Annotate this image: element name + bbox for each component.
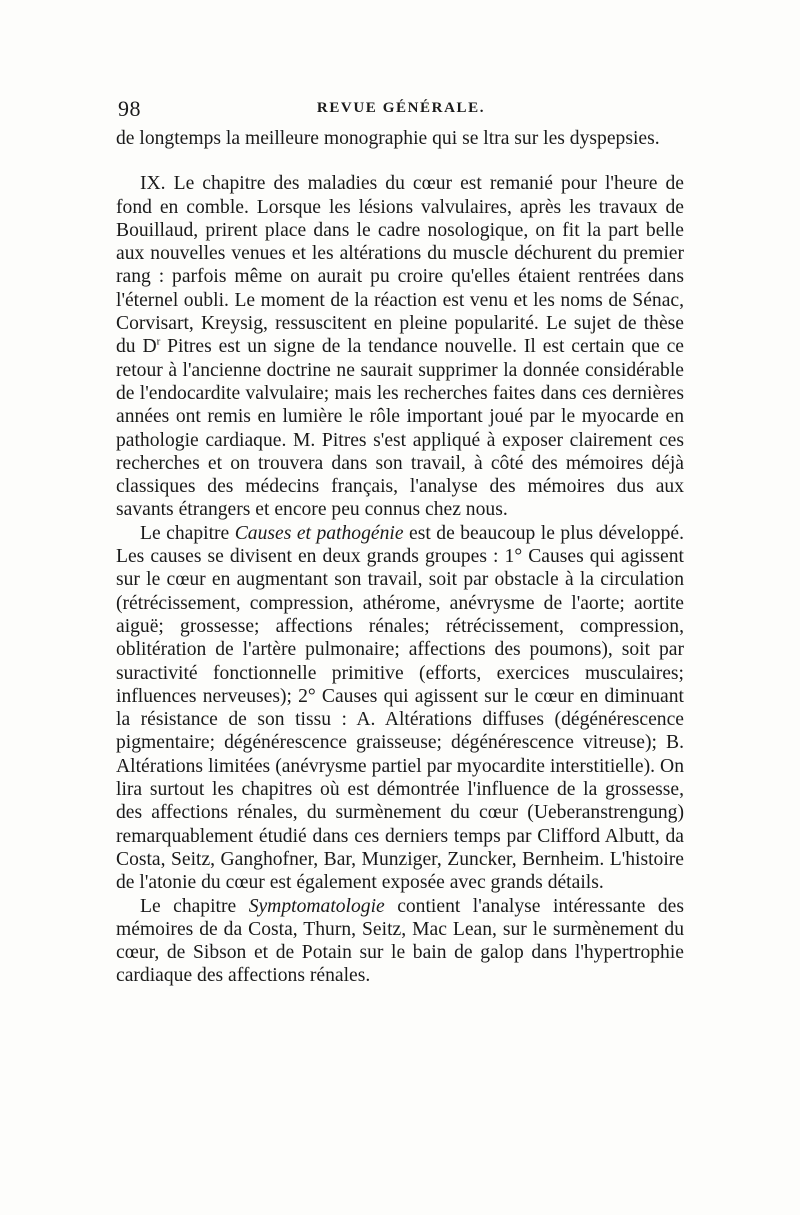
chapter-title-italic: Symptomatologie [248, 895, 385, 917]
paragraph-continuation: de longtemps la meilleure monographie qui se ltra sur les dyspepsies. [116, 128, 660, 149]
page-number: 98 [118, 96, 141, 121]
paragraph-text: IX. Le chapitre des maladies du cœur est remanié pour l'heure de fond en comble. Lorsque les lésions valvulaires, après les travaux de Bouillaud, prirent place dans le cadre nosologique, on fit la part belle aux nouvelles venues et les altérations du muscle déchurent du premier rang : parfois même on aurait pu croire qu'elles étaient rentrées dans l'éternel oubli. Le moment de la réaction est venu et les noms de Sénac, Corvisart, Kreysig, ressuscitent en pleine popularité. Le sujet de thèse du D [116, 173, 684, 358]
paragraph-text: Le chapitre [140, 522, 235, 544]
paragraph-causes [116, 522, 684, 895]
body-text [116, 127, 684, 988]
chapter-title-italic: Causes et pathogénie [234, 522, 404, 544]
paragraph-text: est de beaucoup le plus développé. Les causes se divisent en deux grands groupes : 1° Causes qui agissent sur le cœur en augmentant son travail, soit par obstacle à la circulation (rétrécissement, compression, athérome, anévrysme de l'aorte; aortite aiguë; grossesse; affections rénales; rétrécissement, compression, oblitération de l'artère pulmonaire; affections des poumons), soit par suractivité fonctionnelle primitive (efforts, exercices musculaires; influences nerveuses); 2° Causes qui agissent sur le cœur en diminuant la résistance de son tissu : A. Altérations diffuses (dégénérescence pigmentaire; dégénérescence graisseuse; dégénérescence vitreuse); B. Altérations limitées (anévrysme partiel par myocardite interstitielle). On lira surtout les chapitres où est démontrée l'influence de la grossesse, des affections rénales, du surmènement du cœur (Ueberanstrengung) remarquablement étudié dans ces derniers temps par Clifford Albutt, da Costa, Seitz, Ganghofner, Bar, Munziger, Zuncker, Bernheim. L'histoire de l'atonie du cœur est également exposée avec grands détails. [116, 522, 684, 894]
running-head: REVUE GÉNÉRALE. [316, 100, 486, 116]
paragraph-symptomatologie [116, 895, 684, 988]
paragraph-section-ix [116, 172, 684, 521]
page-header [118, 96, 684, 126]
paragraph-text: contient l'analyse intéressante des mémoires de da Costa, Thurn, Seitz, Mac Lean, sur le surmènement du cœur, de Sibson et de Potain sur le bain de galop dans l'hypertrophie cardiaque des affections rénales. [116, 895, 685, 987]
paragraph-text: Pitres est un signe de la tendance nouvelle. Il est certain que ce retour à l'ancienne doctrine ne saurait supprimer la donnée considérable de l'endocardite valvulaire; mais les recherches faites dans ces dernières années ont remis en lumière le rôle important joué par le myocarde en pathologie cardiaque. M. Pitres s'est appliqué à exposer clairement ces recherches et on trouvera dans son travail, à côté des mémoires déjà classiques des médecins français, l'analyse des mémoires dus aux savants étrangers et encore peu connus chez nous. [116, 336, 684, 521]
superscript-abbreviation: r [156, 335, 161, 348]
paragraph-text: Le chapitre [140, 895, 249, 917]
